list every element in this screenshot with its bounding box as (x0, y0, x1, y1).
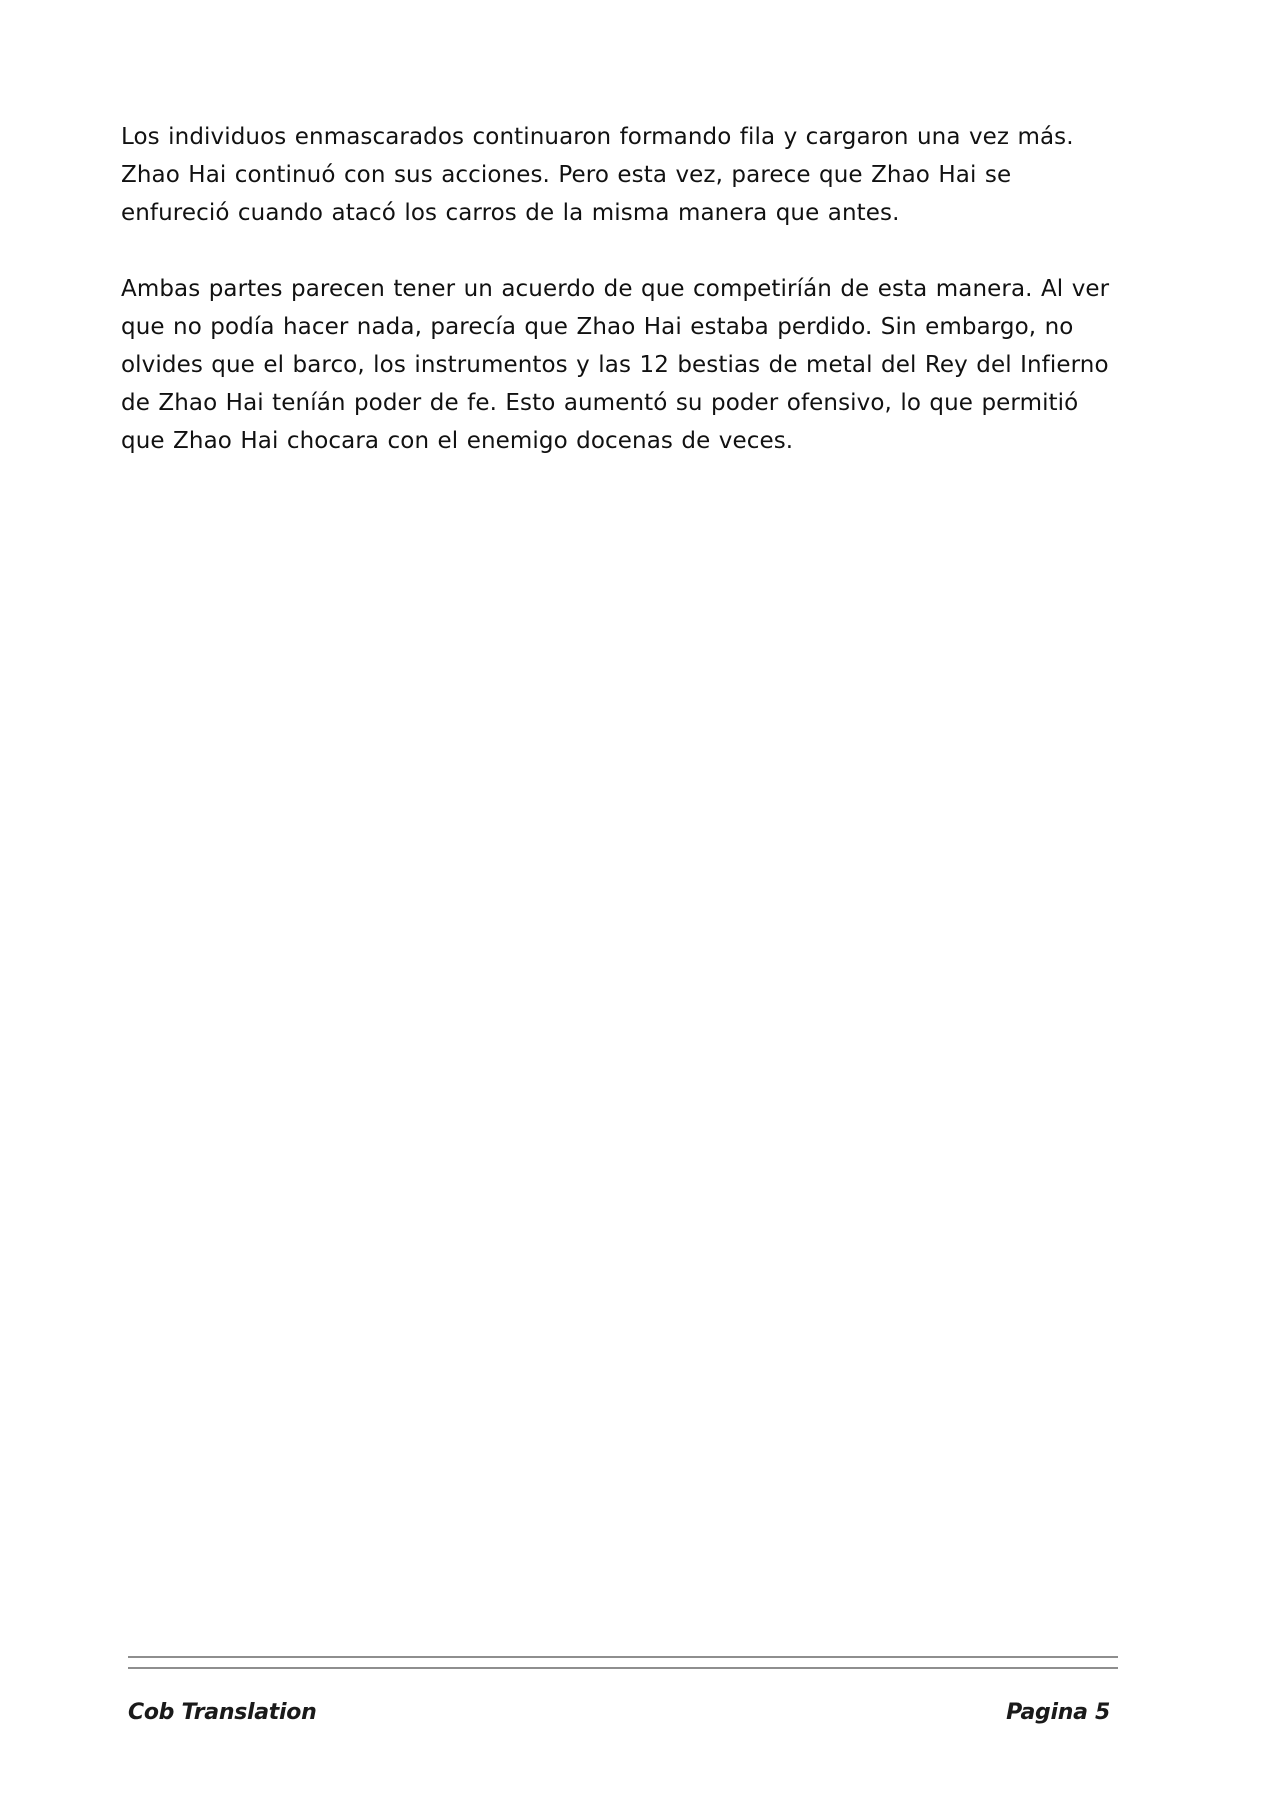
footer-page-number: Pagina 5 (1006, 1700, 1110, 1725)
paragraph-2: Ambas partes parecen tener un acuerdo de que competiríán de esta manera. Al ver que no podía hacer nada, parecía que Zhao Hai estaba perdido. Sin embargo, no olvides que el barco, los instrumentos y las 12 bestias de metal del Rey del Infierno de Zhao Hai teníán poder de fe. Esto aumentó su poder ofensivo, lo que permitió que Zhao Hai chocara con el enemigo docenas de veces. (121, 276, 1110, 454)
footer-translator: Cob Translation (128, 1700, 317, 1725)
footer-rule-top (128, 1656, 1118, 1658)
footer-rule-bottom (128, 1667, 1118, 1669)
body-text (121, 118, 1121, 498)
paragraph-1: Los individuos enmascarados continuaron formando fila y cargaron una vez más. Zhao Hai continuó con sus acciones. Pero esta vez, parece que Zhao Hai se enfureció cuando atacó los carros de la misma manera que antes. (121, 124, 1074, 226)
